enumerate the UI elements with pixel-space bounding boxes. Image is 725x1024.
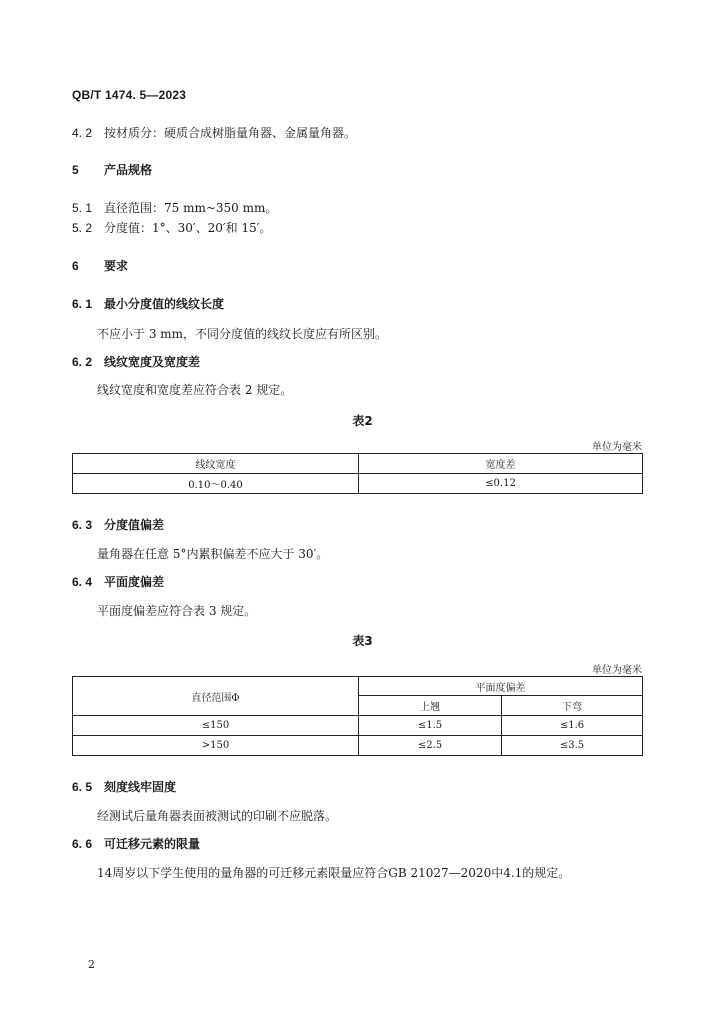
table-group-header-cell: 平面度偏差 <box>359 677 643 696</box>
clause-number: 6. 1 <box>72 297 93 311</box>
clause-title: 最小分度值的线纹长度 <box>104 297 225 311</box>
clause-5-2 <box>72 219 271 236</box>
table-cell: >150 <box>73 736 359 756</box>
clause-5-1 <box>72 199 277 216</box>
table-cell: ≤1.5 <box>359 716 502 736</box>
table-2-unit: 单位为毫米 <box>592 442 642 453</box>
table-2 <box>72 453 643 494</box>
table-header-cell: 线纹宽度 <box>73 454 359 474</box>
table-row <box>73 736 643 756</box>
clause-6-2-body: 线纹宽度和宽度差应符合表 2 规定。 <box>97 383 293 397</box>
page-number: 2 <box>88 958 95 971</box>
section-5-heading <box>72 161 152 178</box>
clause-6-6-body: 14周岁以下学生使用的量角器的可迁移元素限量应符合GB 21027—2020中4.1的规定。 <box>97 866 571 880</box>
table-cell: ≤3.5 <box>502 736 643 756</box>
table-cell: 0.10～0.40 <box>73 474 359 494</box>
table-header-cell: 直径范围Φ <box>73 677 359 716</box>
clause-number: 6. 5 <box>72 780 93 794</box>
clause-6-4-body: 平面度偏差应符合表 3 规定。 <box>97 604 257 618</box>
table-header-cell: 上翘 <box>359 696 502 716</box>
table-cell: ≤0.12 <box>359 474 643 494</box>
clause-number: 6. 4 <box>72 575 93 589</box>
clause-number: 6. 3 <box>72 518 93 532</box>
clause-6-3-heading <box>72 516 164 533</box>
standard-header: QB/T 1474. 5—2023 <box>72 88 187 102</box>
clause-number: 6. 6 <box>72 837 93 851</box>
clause-text: 直径范围：75 mm~350 mm。 <box>104 201 278 215</box>
clause-text: 分度值：1°、30′、20′和 15′。 <box>104 221 272 235</box>
clause-6-6-heading <box>72 835 200 852</box>
section-title: 产品规格 <box>104 163 153 177</box>
table-row <box>73 716 643 736</box>
clause-title: 线纹宽度及宽度差 <box>104 355 201 369</box>
clause-number: 5. 1 <box>72 201 93 215</box>
table-header-cell: 下弯 <box>502 696 643 716</box>
clause-number: 4. 2 <box>72 126 93 140</box>
table-cell: ≤1.6 <box>502 716 643 736</box>
clause-title: 可迁移元素的限量 <box>104 837 201 851</box>
clause-6-5-body: 经测试后量角器表面被测试的印刷不应脱落。 <box>97 809 338 823</box>
section-6-heading <box>72 257 128 274</box>
clause-title: 刻度线牢固度 <box>104 780 177 794</box>
clause-6-5-heading <box>72 778 176 795</box>
clause-number: 5. 2 <box>72 221 93 235</box>
clause-title: 分度值偏差 <box>104 518 165 532</box>
table-2-caption: 表2 <box>352 414 373 428</box>
clause-title: 平面度偏差 <box>104 575 165 589</box>
section-number: 5 <box>72 163 79 177</box>
clause-number: 6. 2 <box>72 355 93 369</box>
table-cell: ≤150 <box>73 716 359 736</box>
table-3-caption: 表3 <box>352 634 373 648</box>
table-header-row <box>73 454 643 474</box>
table-cell: ≤2.5 <box>359 736 502 756</box>
clause-4-2 <box>72 124 356 141</box>
clause-text: 按材质分：硬质合成树脂量角器、金属量角器。 <box>104 126 357 140</box>
clause-6-1-heading <box>72 295 224 312</box>
clause-6-1-body: 不应小于 3 mm，不同分度值的线纹长度应有所区别。 <box>97 327 388 341</box>
clause-6-3-body: 量角器在任意 5°内累积偏差不应大于 30′。 <box>97 547 329 561</box>
clause-6-4-heading <box>72 573 164 590</box>
table-row <box>73 474 643 494</box>
section-number: 6 <box>72 259 79 273</box>
section-title: 要求 <box>104 259 129 273</box>
clause-6-2-heading <box>72 353 200 370</box>
table-header-row <box>73 677 643 696</box>
table-header-cell: 宽度差 <box>359 454 643 474</box>
table-3-unit: 单位为毫米 <box>592 665 642 676</box>
table-3 <box>72 676 643 756</box>
